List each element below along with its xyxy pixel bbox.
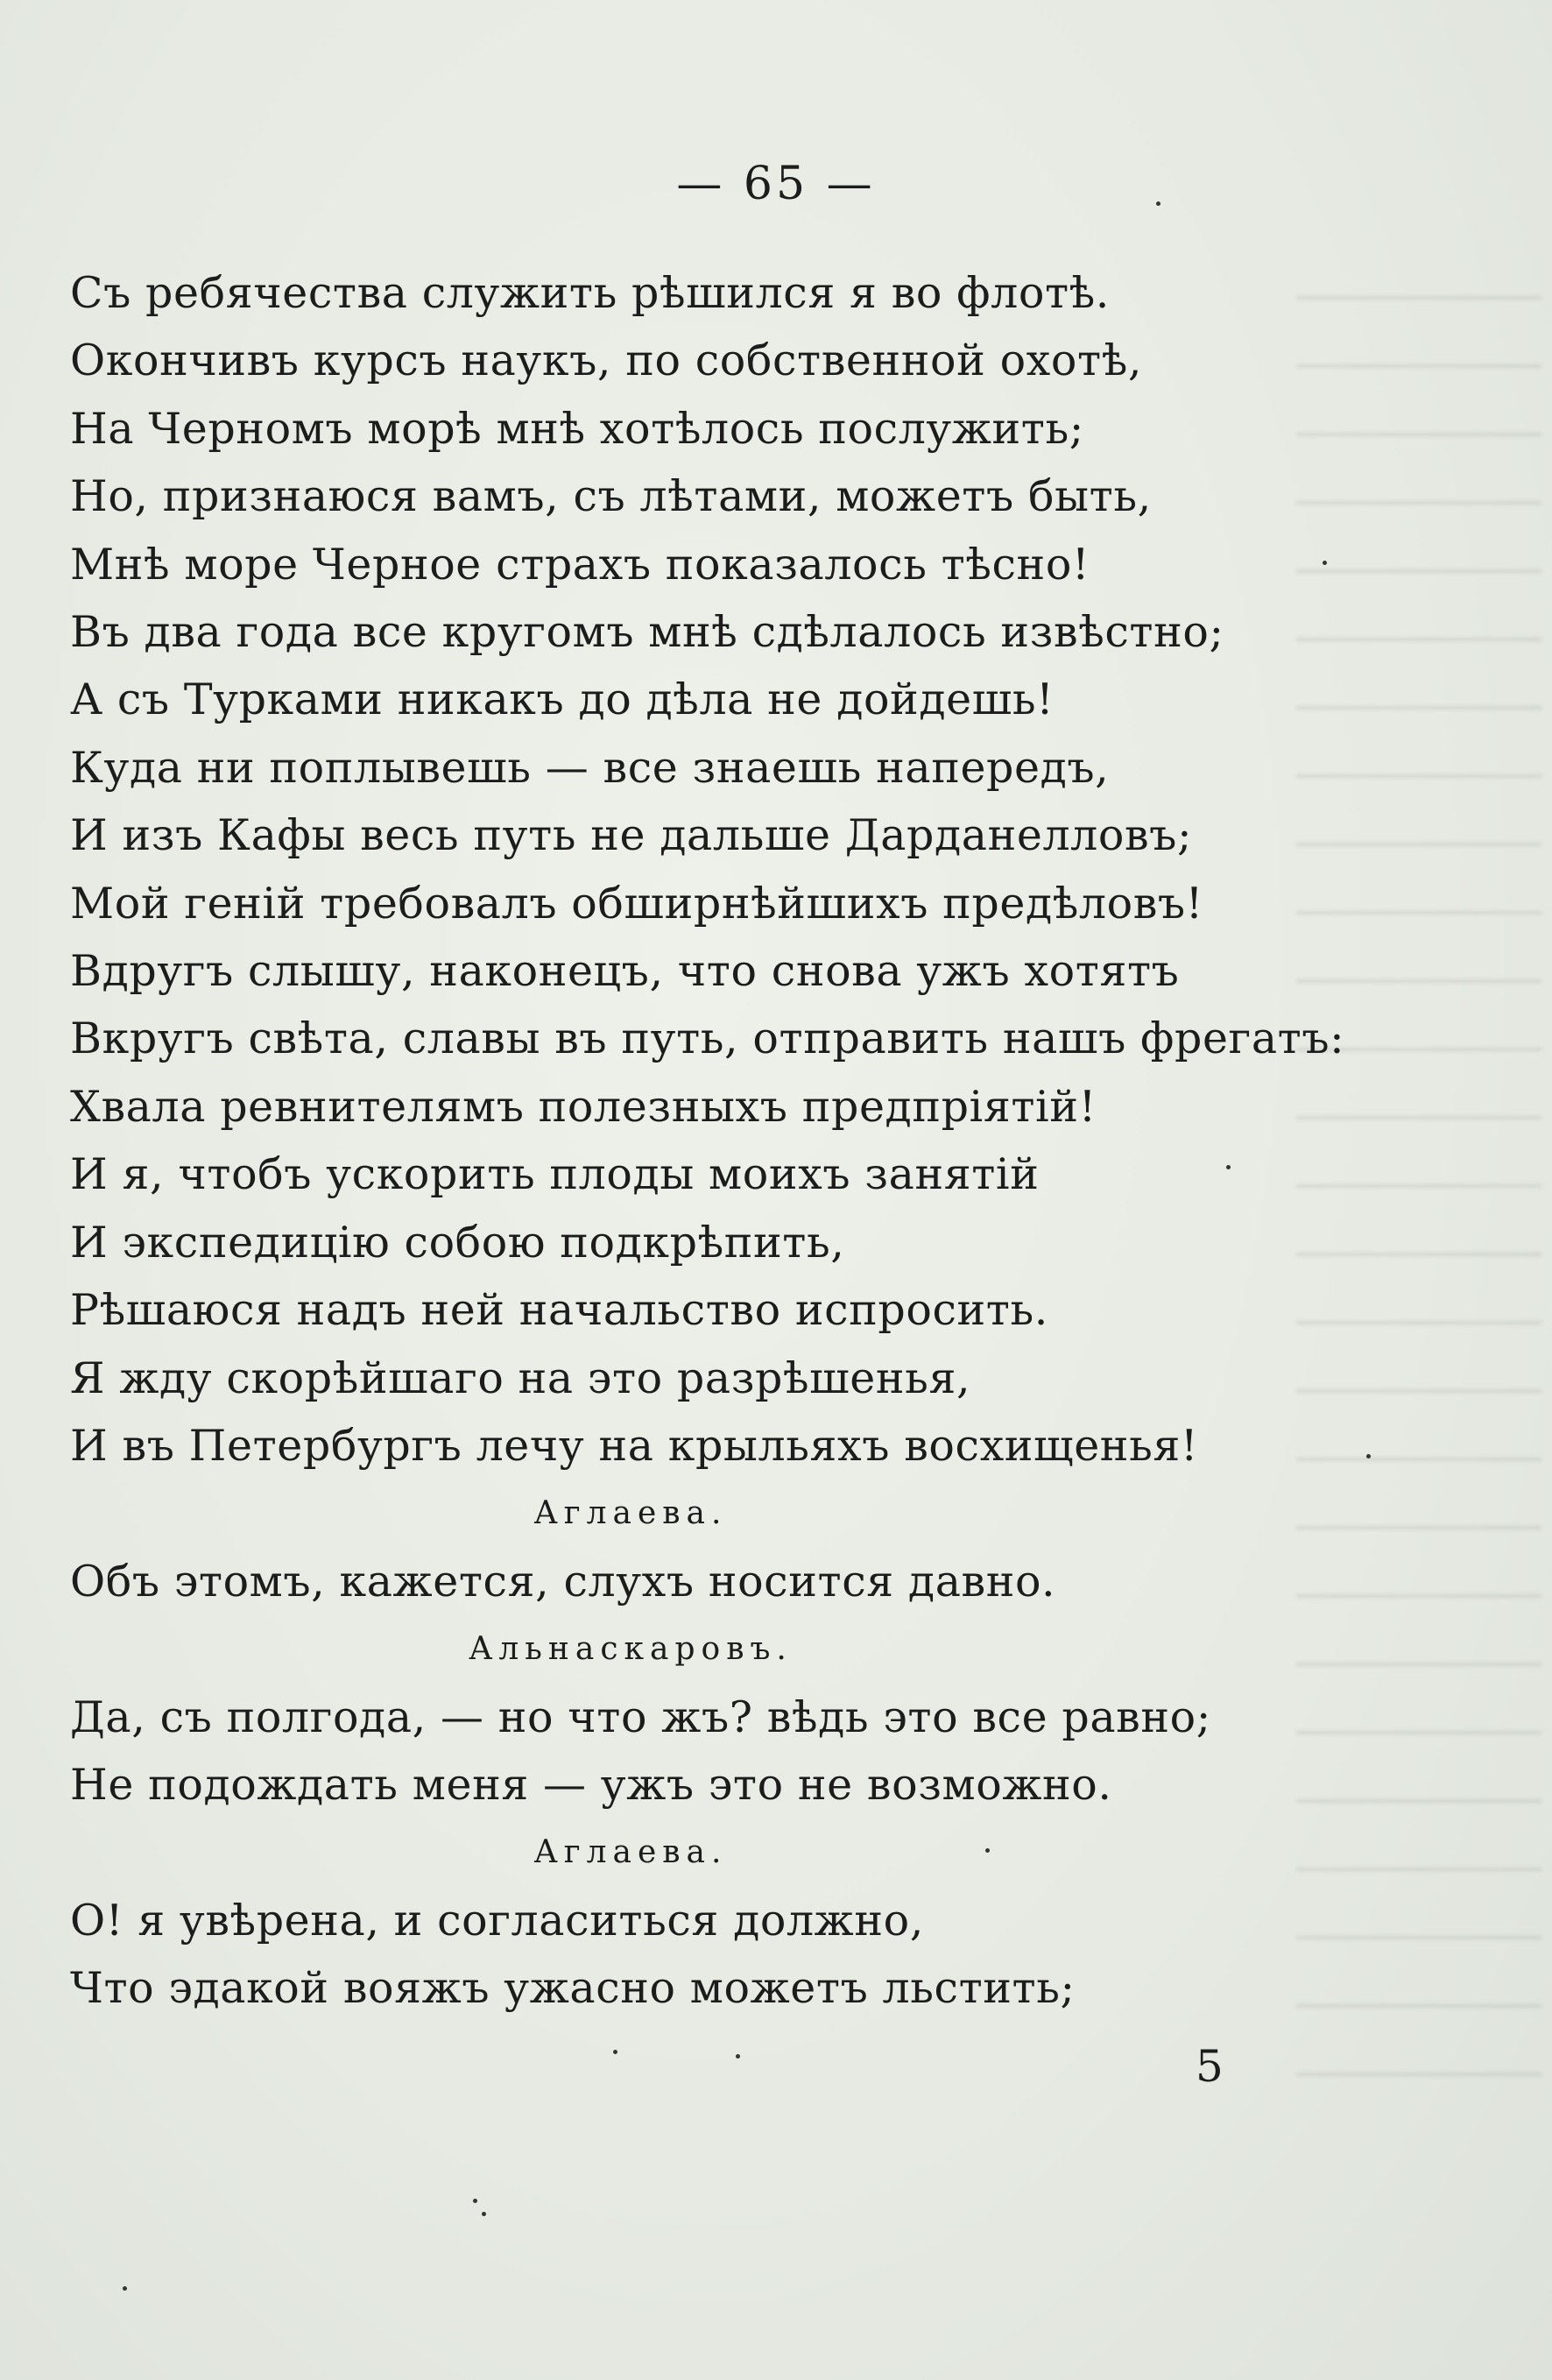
verse-line: И въ Петербургъ лечу на крыльяхъ восхищенья! bbox=[70, 1420, 1199, 1471]
verse-line: На Черномъ морѣ мнѣ хотѣлось послужить; bbox=[70, 403, 1084, 454]
verse-line: Что эдакой вояжъ ужасно можетъ льстить; bbox=[70, 1963, 1076, 2014]
verse-line: Мой геній требовалъ обширнѣйшихъ предѣловъ! bbox=[70, 878, 1203, 929]
verse-line: А съ Турками никакъ до дѣла не дойдешь! bbox=[70, 674, 1055, 725]
verse-line: Съ ребячества служить рѣшился я во флотѣ. bbox=[70, 268, 1110, 318]
verse-line: Я жду скорѣйшаго на это разрѣшенья, bbox=[70, 1352, 971, 1403]
verse-body bbox=[70, 259, 1349, 2023]
speaker-name: Аглаева. bbox=[533, 1834, 728, 1871]
speaker-name: Аглаева. bbox=[533, 1495, 728, 1532]
verse-line: Въ два года все кругомъ мнѣ сдѣлалось извѣстно; bbox=[70, 607, 1224, 658]
speaker-name: Альнаскаровъ. bbox=[469, 1631, 793, 1668]
verse-line: Окончивъ курсъ наукъ, по собственной охотѣ, bbox=[70, 335, 1143, 386]
verse-line: О! я увѣрена, и согласиться должно, bbox=[70, 1895, 924, 1946]
verse-line: Но, признаюся вамъ, съ лѣтами, можетъ быть, bbox=[70, 471, 1152, 522]
verse-line: Хвала ревнителямъ полезныхъ предпріятій! bbox=[70, 1081, 1097, 1132]
verse-line: Мнѣ море Черное страхъ показалось тѣсно! bbox=[70, 539, 1090, 590]
verse-line: Куда ни поплывешь — все знаешь напередъ, bbox=[70, 742, 1110, 793]
verse-line: Не подождать меня — ужъ это не возможно. bbox=[70, 1759, 1112, 1810]
verse-line: И экспедицію собою подкрѣпить, bbox=[70, 1217, 845, 1268]
verse-line: Вкругъ свѣта, славы въ путь, отправить нашъ фрегатъ: bbox=[70, 1013, 1345, 1064]
page-number-header: — 65 — bbox=[676, 158, 876, 210]
verse-line: Да, съ полгода, — но что жъ? вѣдь это все равно; bbox=[70, 1691, 1211, 1742]
signature-mark: 5 bbox=[1196, 2041, 1224, 2092]
verse-line: Вдругъ слышу, наконецъ, что снова ужъ хотятъ bbox=[70, 946, 1180, 997]
verse-line: И я, чтобъ ускорить плоды моихъ занятій bbox=[70, 1149, 1040, 1200]
verse-line: Объ этомъ, кажется, слухъ носится давно. bbox=[70, 1556, 1056, 1607]
verse-line: Рѣшаюся надъ ней начальство испросить. bbox=[70, 1285, 1048, 1336]
verse-line: И изъ Кафы весь путь не дальше Дарданелловъ; bbox=[70, 810, 1193, 861]
